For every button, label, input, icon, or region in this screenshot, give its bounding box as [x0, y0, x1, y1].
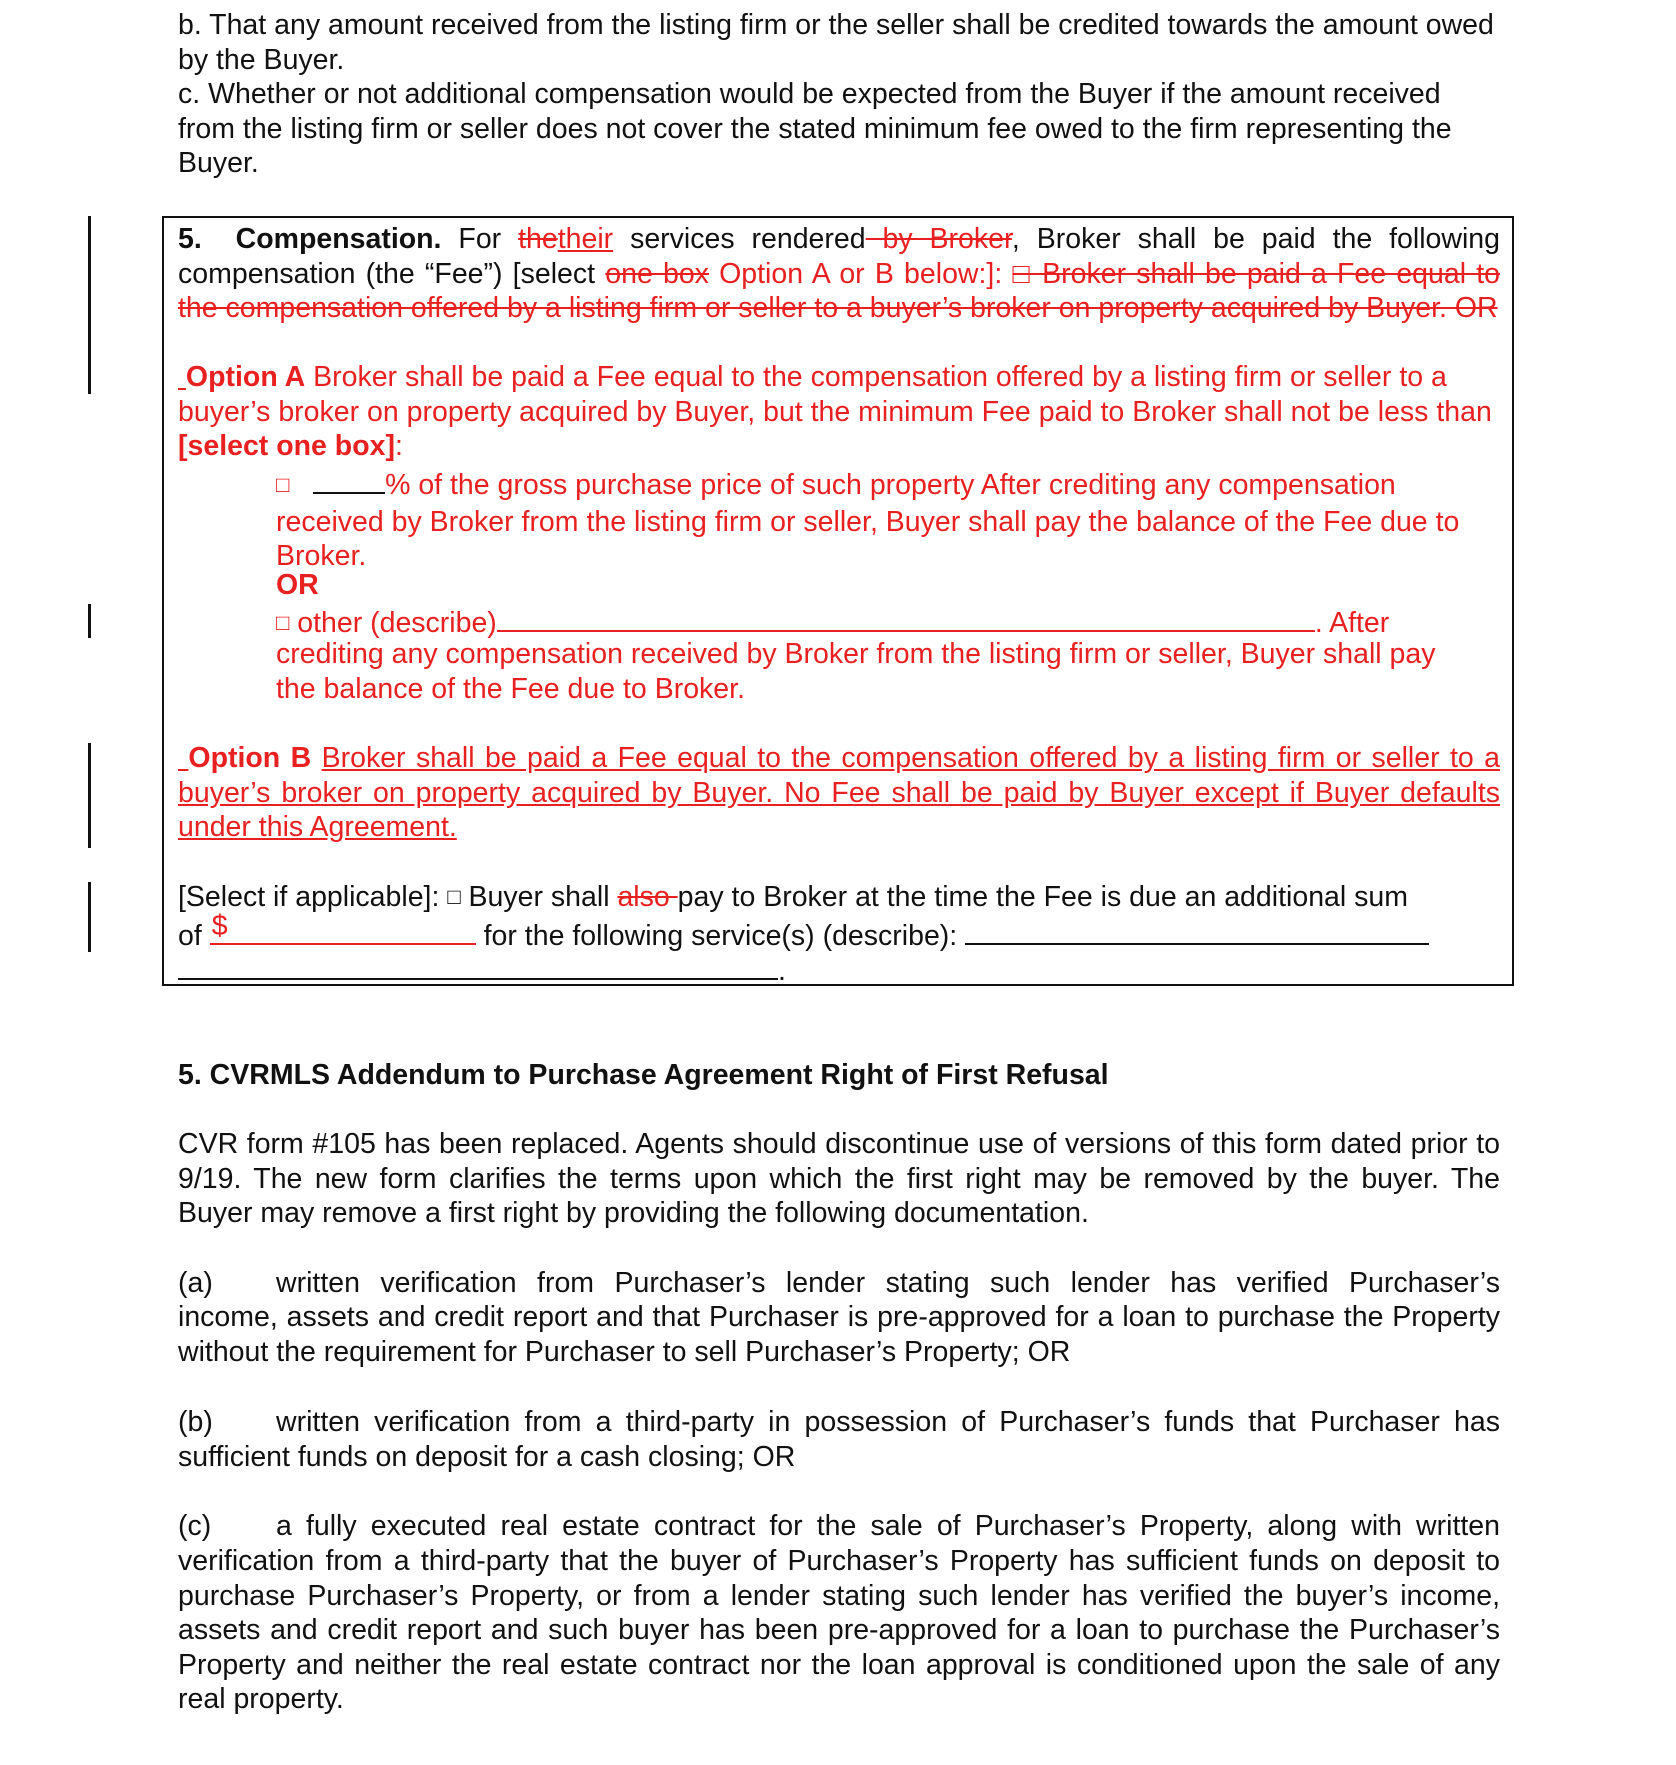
text: of	[178, 920, 202, 952]
inserted-text: Option A or B below:]:	[708, 257, 1003, 290]
item-b-label: (b)	[178, 1406, 213, 1438]
percent-text: % of the gross purchase price of such property After crediting any compensation received by Broker from the listing firm or seller, Buyer shall pay the balance of the Fee due to Broker.	[276, 469, 1460, 573]
after-label: . After	[1314, 607, 1390, 639]
option-a-paragraph	[178, 360, 1500, 464]
text: pay to Broker at the time the Fee is due an additional sum	[677, 881, 1408, 913]
option-a-select: [select one box]	[178, 430, 395, 463]
deleted-text: also	[617, 881, 678, 913]
change-bar	[88, 882, 91, 952]
item-a-first-line: written verification from Purchaser’s lender stating such lender has verified Purchaser’s	[276, 1267, 1500, 1299]
checkbox-additional[interactable]: □	[447, 884, 461, 909]
item-a-label: (a)	[178, 1267, 213, 1299]
dollar-sign: $	[211, 910, 228, 942]
option-b-text: Broker shall be paid a Fee equal to the compensation offered by a listing firm or seller to a buyer’s broker on property acquired by Buyer. No Fee shall be paid by Buyer except if Buyer defaults under this Agreement.	[178, 742, 1501, 844]
percent-blank[interactable]	[313, 464, 385, 494]
cvrmls-intro: CVR form #105 has been replaced. Agents should discontinue use of versions of this form dated prior to 9/19. The new form clarifies the terms upon which the first right may be removed by the buyer. The Buyer may remove a first right by providing the following documentation.	[178, 1128, 1500, 1230]
text: services rendered	[630, 223, 866, 255]
other-label: other (describe)	[297, 607, 497, 639]
item-b-rest: sufficient funds on deposit for a cash closing; OR	[178, 1441, 796, 1473]
services-blank-line-2	[178, 950, 786, 989]
text: Buyer shall	[468, 881, 618, 913]
item-c-rest: verification from a third-party that the buyer of Purchaser’s Property has sufficient funds on deposit to purchase Purchaser’s Property, or from a lender stating such lender has verified the buyer’s income, assets and credit report and such buyer has been pre-approved for a loan to purchase the Purchaser’s Property and neither the real estate contract nor the loan approval is conditioned upon the sale of any real property.	[178, 1545, 1500, 1716]
checkbox-other[interactable]: □	[276, 610, 290, 635]
option-b-label: Option B	[188, 742, 312, 774]
services-blank-2[interactable]	[178, 950, 778, 980]
services-blank[interactable]	[965, 915, 1429, 945]
text: , Broker shall be paid the following compensation (the “Fee”) [select	[178, 223, 1500, 290]
intro-item-c: c. Whether or not additional compensation would be expected from the Buyer if the amount received from the listing firm or seller does not cover the stated minimum fee owed to the firm representing the Buyer.	[178, 78, 1452, 180]
item-a-rest: income, assets and credit report and that Purchaser is pre-approved for a loan to purchase the Property without the requirement for Purchaser to sell Purchaser’s Property; OR	[178, 1301, 1500, 1368]
deleted-text: one box	[605, 257, 709, 290]
deleted-text: by Broker	[865, 223, 1012, 255]
applicable-label: [Select if applicable]:	[178, 881, 440, 913]
section-number: 5.	[178, 223, 202, 255]
item-c-first-line: a fully executed real estate contract for the sale of Purchaser’s Property, along with written	[276, 1510, 1500, 1542]
change-bar	[88, 216, 91, 394]
deleted-text: the	[518, 223, 558, 255]
inserted-text: their	[557, 223, 614, 255]
text: :	[394, 430, 403, 463]
applicable-line	[178, 880, 1500, 917]
option-a-label: Option A	[185, 361, 306, 393]
intro-item-b: b. That any amount received from the listing firm or the seller shall be credited towards the amount owed by the Buyer.	[178, 9, 1494, 76]
dollar-blank[interactable]	[210, 910, 476, 945]
compensation-paragraph	[178, 222, 1500, 326]
change-bar	[88, 743, 91, 848]
text: For	[458, 223, 502, 255]
cvrmls-heading: 5. CVRMLS Addendum to Purchase Agreement Right of First Refusal	[178, 1059, 1109, 1091]
text: .	[778, 955, 786, 987]
item-b-first-line: written verification from a third-party in possession of Purchaser’s funds that Purchaser has	[276, 1406, 1500, 1438]
option-b-paragraph	[178, 741, 1500, 845]
additional-sum-line	[178, 910, 1429, 954]
change-bar	[88, 604, 91, 638]
option-a-percent-choice	[276, 464, 1500, 574]
or-label: OR	[276, 569, 319, 601]
section-heading: Compensation.	[235, 223, 442, 255]
other-text: crediting any compensation received by Broker from the listing firm or seller, Buyer shall pay the balance of the Fee due to Broker.	[276, 638, 1436, 705]
option-a-text: Broker shall be paid a Fee equal to the compensation offered by a listing firm or seller to a buyer’s broker on property acquired by Buyer, but the minimum Fee paid to Broker shall not be less than	[178, 361, 1492, 428]
other-blank[interactable]	[497, 602, 1315, 632]
item-c-label: (c)	[178, 1510, 212, 1542]
deleted-clause: □ Broker shall be paid a Fee equal to the compensation offered by a listing firm or seller to a buyer’s broker on property acquired by Buyer. OR	[178, 257, 1500, 325]
checkbox-percent[interactable]: □	[276, 472, 290, 497]
services-text: for the following service(s) (describe):	[483, 920, 958, 952]
